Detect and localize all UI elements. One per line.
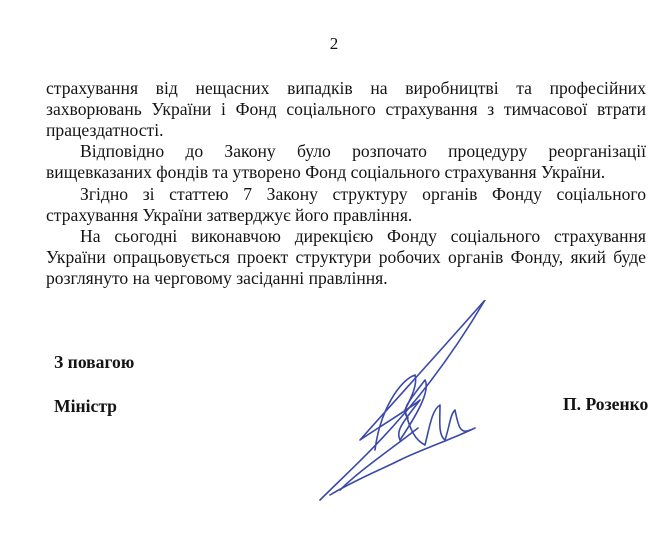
body-line-6: Згідно зі статтею 7 Закону структуру органів Фонду соціального	[80, 184, 646, 204]
body-line-9: України опрацьовується проект структури робочих органів Фонду, який буде	[46, 247, 646, 267]
body-line-3: працездатності.	[46, 120, 164, 140]
page-number: 2	[329, 34, 339, 53]
signatory-name: П. Розенко	[563, 394, 649, 414]
body-line-4: Відповідно до Закону було розпочато процедуру реорганізації	[80, 141, 646, 161]
body-line-5: вищевказаних фондів та утворено Фонд соціального страхування України.	[46, 162, 606, 182]
body-line-8: На сьогодні виконавчою дирекцією Фонду соціального страхування	[80, 226, 646, 246]
body-line-2: захворювань України і Фонд соціального страхування з тимчасової втрати	[46, 99, 646, 119]
handwritten-signature	[300, 300, 540, 537]
signatory-position: Міністр	[54, 396, 117, 416]
body-line-10: розглянуто на черговому засіданні правління.	[46, 268, 388, 288]
closing-salutation: З повагою	[54, 352, 135, 372]
body-line-7: страхування України затверджує його правління.	[46, 205, 413, 225]
body-line-1: страхування від нещасних випадків на виробництві та професійних	[46, 78, 646, 98]
